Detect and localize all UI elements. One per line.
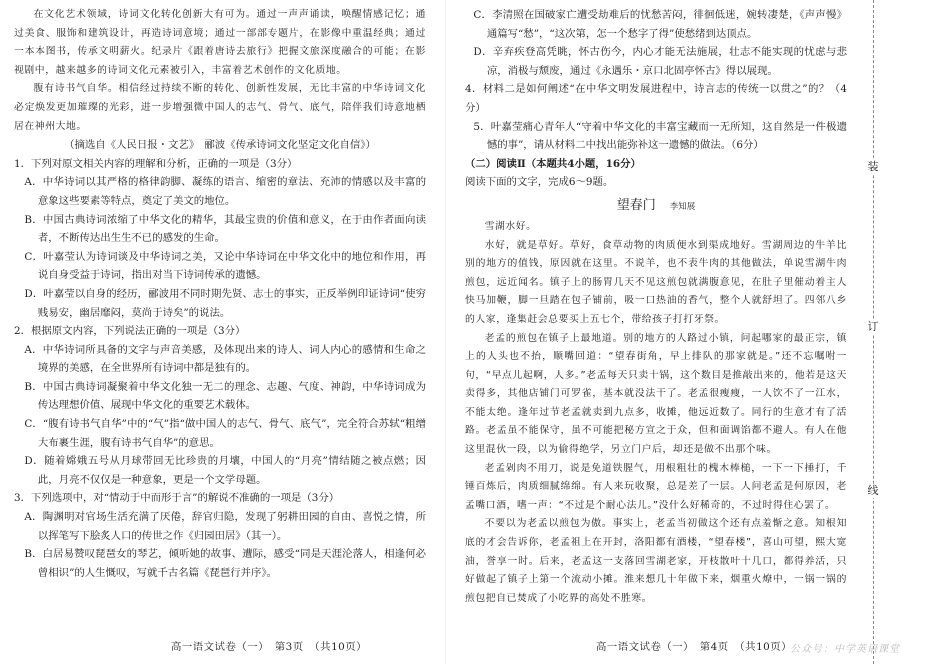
option-3a: A．陶渊明对官场生活充满了厌倦，辞官归隐，发现了躬耕田园的自由、喜悦之情，所以挥笔写下脍炙人口的传世之作《归园田居》（其一）。 bbox=[24, 511, 426, 542]
option-3b: B．白居易赞叹琵琶女的琴艺，倾听她的故事、遭际，感受“同是天涯沦落人，相逢何必曾相识”的人生慨叹，写就千古名篇《琵琶行并序》。 bbox=[24, 548, 426, 579]
source-citation: （摘选自《人民日报・文艺》 郦波《传承诗词文化坚定文化自信》） bbox=[64, 139, 376, 152]
paragraph: 腹有诗书气自华。相信经过持续不断的转化、创新性发展，无比丰富的中华诗词文化必定焕发更加璀璨的光彩，进一步增强微中国人的志气、骨气、底气，陪伴我们诗意地栖居在神州大地。 bbox=[14, 83, 426, 132]
watermark: 公众号：中学英语课堂 bbox=[790, 644, 900, 655]
option-2b: B．中国古典诗词凝聚着中华文化独一无二的理念、志趣、气度、神韵，中华诗词成为传达理想价值、展现中华文化的重要艺术载体。 bbox=[24, 380, 426, 412]
author: 李知展 bbox=[669, 201, 696, 212]
option-2d: D．随着嫦娥五号从月球带回无比珍贵的月壤，中国人的“月亮”情结随之被点燃；因此，月亮不仅仅是一种意象，更是一个文学母题。 bbox=[24, 455, 426, 486]
option-1a: A．中华诗词以其严格的格律韵脚、凝练的语言、缩密的章法、充沛的情感以及丰富的意象这些要素等特点，奠定了美文的地位。 bbox=[24, 176, 426, 207]
option-3c: C．李清照在国破家亡遭受劫难后的忧愁苦闷，徘徊低迷，婉转凄楚，《声声慢》通篇写“愁”，“这次第，怎一个愁字了得”使愁绪到达顶点。 bbox=[473, 9, 847, 40]
question-1: 1．下列对原文相关内容的理解和分析，正确的一项是（3分） bbox=[14, 157, 298, 170]
option-1b: B．中国古典诗词浓缩了中华文化的精华，其最宝贵的价值和意义，在于由作者面向读者，不断传达出生生不已的感发的生命。 bbox=[24, 213, 426, 245]
question-2: 2．根据原文内容，下列说法正确的一项是（3分） bbox=[14, 325, 246, 338]
paragraph: 老孟的煎包在镇子上最地道。别的地方的人路过小镇，问起哪家的最正宗，镇上的人头也不抬，顺嘴回道：“望春街角，早上排队的那家就是。”还不忘嘱咐一句，“早点儿起啊，人多。”老孟每天只卖十锅，这个数目是推敲出来的，他若是这天卖得多，其他店铺门可罗雀，基本就没法干了。老孟很瘦瘦，一人饮不了一江水，不能太绝。逢年过节老孟就卖到九点多，收摊，他远近数了。同行的生意才有了活路。老孟虽不能保守，虽不可能把秘方宣之于众，但和面调馅都不避人。有人在他这里混伙一段，以为偷得绝学，另立门户后，却还是做不出那个味。 bbox=[465, 332, 847, 456]
page-footer-left: 高一语文试卷（一） 第3页 （共10页） bbox=[171, 641, 368, 653]
option-2c: C．“腹有诗书气自华”中的“气”指“做中国人的志气、骨气、底气”，完全符合苏轼“粗缯大布裹生涯，腹有诗书气自华”的意思。 bbox=[24, 418, 426, 449]
option-3d: D．辛弃疾登高凭眺，怀古伤今，内心才能无法施展，壮志不能实现的忧虑与悲凉，消极与颓废，通过《永遇乐・京口北固亭怀古》得以展现。 bbox=[473, 46, 847, 77]
binding-mark-xian: 线 bbox=[867, 484, 879, 497]
binding-mark-zhuang: 装 bbox=[867, 160, 879, 173]
epigraph: 雪湖水好。 bbox=[484, 220, 537, 232]
question-3: 3．下列选项中，对“情动于中而形于言”的解说不准确的一项是（3分） bbox=[14, 492, 340, 505]
binding-mark-ding: 订 bbox=[867, 320, 879, 333]
left-page bbox=[14, 6, 426, 582]
paragraph: 在文化艺术领域，诗词文化转化创新大有可为。通过一声声诵读，唤醒情感记忆；通过美食、服饰和建筑设计，再造诗词意境；通过一部部专题片，在影像中重温经典；通过一本本图书，传承文明薪火。纪录片《跟着唐诗去旅行》把握文旅深度融合的可能；在影视剧中，越来越多的诗词文化元素被引入，丰富着艺术创作的文化质地。 bbox=[14, 9, 426, 76]
question-5: 5．叶嘉莹痛心青年人“守着中华文化的丰富宝藏而一无所知，这自然是一件极遗憾的事”，请从材料二中找出能弥补这一遗憾的做法。（6分） bbox=[473, 120, 847, 152]
option-1c: C．叶嘉莹认为诗词谈及中华诗词之美，又论中华诗词在中华文化中的地位和作用，再说自身受益于诗词，指出对当下诗词传承的遗憾。 bbox=[24, 250, 426, 282]
page-divider bbox=[445, 0, 446, 664]
question-4: 4．材料二是如何阐述“在中华文明发展进程中，诗言志的传统一以贯之”的？（4分） bbox=[465, 83, 847, 114]
option-2a: A．中华诗词所具备的文字与声音美感，及体现出来的诗人、词人内心的感情和生命之境界的美感，在全世界所有诗词中都是独有的。 bbox=[24, 343, 426, 375]
story-title bbox=[465, 195, 847, 218]
section-heading: （二）阅读Ⅱ（本题共4小题，16分） bbox=[465, 157, 641, 170]
option-1d: D．叶嘉莹以自身的经历，郦波用不同时期先贤、志士的事实，正反举例印证诗词“使穷贱易安，幽居靡闷，莫尚于诗矣”的说法。 bbox=[24, 287, 426, 319]
instruction: 阅读下面的文字，完成6～9题。 bbox=[465, 176, 614, 189]
page-footer-right: 高一语文试卷（一） 第4页 （共10页） bbox=[596, 641, 793, 653]
paragraph: 水好，就是草好。草好，食草动物的肉质便水到渠成地好。雪湖周边的牛羊比别的地方的值钱，原因就在这里。不说羊，也不表牛肉的其他做法，单说雪湖牛肉煎包，远近闻名。镇子上的肠胃几天不见这煎包就满腹意见，在肚子里催动着主人快马加鞭，脚一旦踏在包子铺前，吸一口热油的香气，整个人就舒坦了。四邻八乡的人家，逢集赶会总要买上五七个，带给孩子打打牙祭。 bbox=[465, 239, 847, 325]
paragraph: 老孟剁肉不用刀，说是免道铁腥气，用根粗壮的槐木棒槌，一下一下捶打，千锤百炼后，肉质细腻绵绵。有人来玩收聚，总是差了一层。人问老孟是何原因，老孟嘴口酒，嗜一声：“不过是个耐心法儿。”没什么好稀奇的，不过时得住心罢了。 bbox=[465, 462, 847, 511]
paragraph: 不要以为老孟以煎包为傲。事实上，老孟当初做这个还有点羞惭之意。知根知底的才会告诉你，老孟祖上在开封，洛阳都有酒楼，“望春楼”，喜山可望，熙大宽油，誉享一时。后来，老孟这一支落回雪湖老家，开枝散叶十几口，都得养活，只好做起了镇子上第一个流动小摊。淮来想几十年做下来，烟重火燎中，一锅一锅的煎包把自已焚成了小吃界的高处不胜寒。 bbox=[465, 518, 847, 604]
story-title-text: 望春门 bbox=[616, 197, 656, 213]
right-page bbox=[465, 6, 847, 608]
